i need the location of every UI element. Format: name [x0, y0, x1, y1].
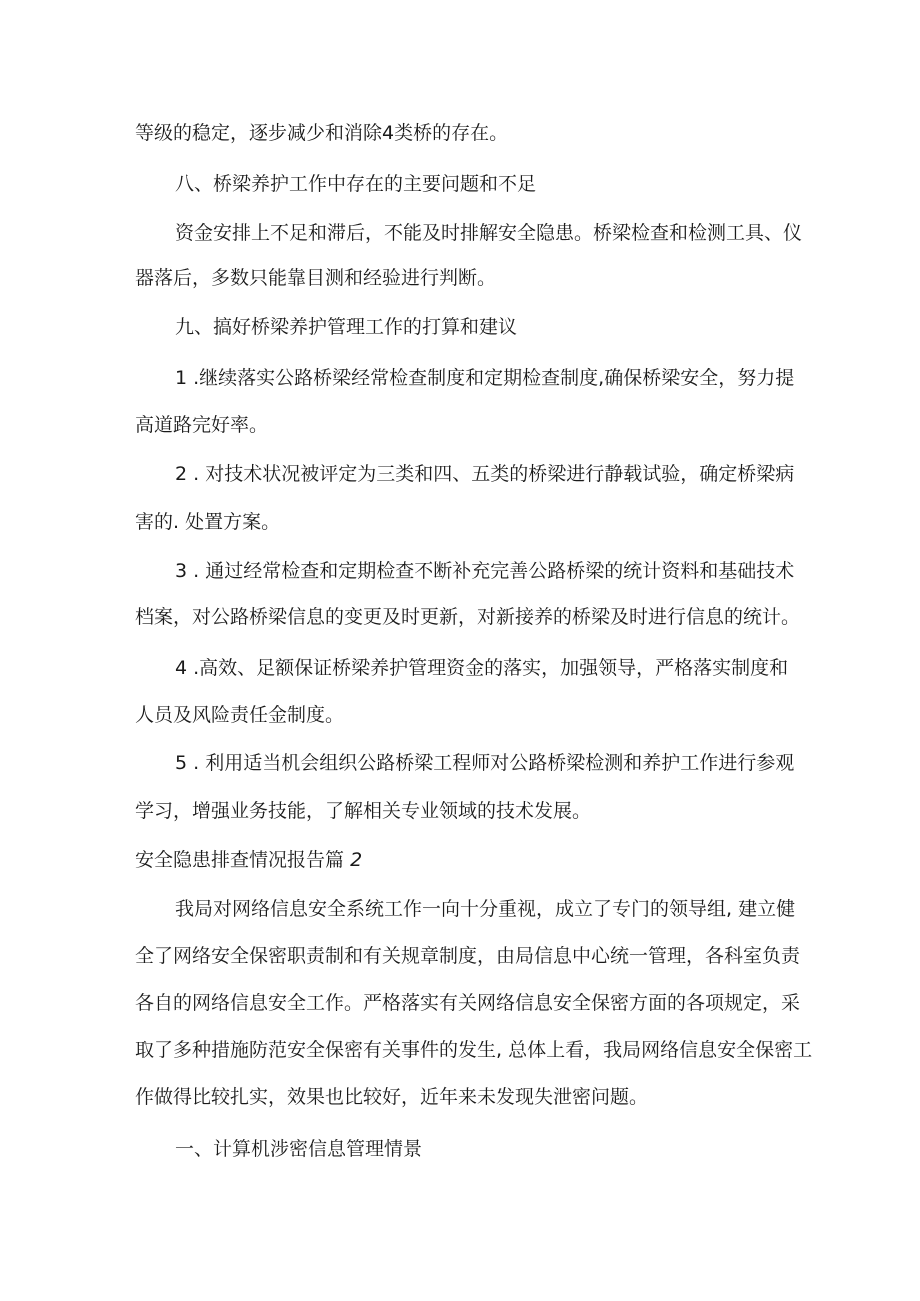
section-heading-8: 八、桥梁养护工作中存在的主要问题和不足 — [175, 173, 537, 195]
body-line: 资金安排上不足和滞后，不能及时排解安全隐患。桥梁检查和检测工具、仪 — [175, 222, 803, 244]
list-item-1: 1 .继续落实公路桥梁经常检查制度和定期检查制度,确保桥梁安全，努力提 — [175, 367, 795, 389]
list-item-4: 4 .高效、足额保证桥梁养护管理资金的落实，加强领导，严格落实制度和 — [175, 657, 789, 679]
body-line: 各自的网络信息安全工作。严格落实有关网络信息安全保密方面的各项规定，采 — [135, 992, 801, 1014]
list-item-3: 3 . 通过经常检查和定期检查不断补充完善公路桥梁的统计资料和基础技术 — [175, 560, 795, 582]
body-line: 器落后，多数只能靠目测和经验进行判断。 — [135, 267, 497, 289]
body-line: 取了多种措施防范安全保密有关事件的发生, 总体上看，我局网络信息安全保密工 — [135, 1039, 813, 1061]
body-line: 全了网络安全保密职责制和有关规章制度，由局信息中心统一管理，各科室负责 — [135, 945, 801, 967]
body-line: 我局对网络信息安全系统工作一向十分重视，成立了专门的领导组, 建立健 — [175, 898, 796, 920]
list-item-2: 2 . 对技术状况被评定为三类和四、五类的桥梁进行静载试验，确定桥梁病 — [175, 463, 795, 485]
body-line: 等级的稳定，逐步减少和消除4类桥的存在。 — [135, 122, 509, 144]
body-line: 档案，对公路桥梁信息的变更及时更新，对新接养的桥梁及时进行信息的统计。 — [135, 606, 801, 628]
body-line: 害的. 处置方案。 — [135, 511, 281, 533]
section-heading-1: 一、计算机涉密信息管理情景 — [175, 1138, 423, 1160]
report-title-number: 2 — [350, 849, 363, 871]
report-title — [135, 848, 362, 872]
report-title-text: 安全隐患排查情况报告篇 — [135, 849, 345, 871]
section-heading-9: 九、搞好桥梁养护管理工作的打算和建议 — [175, 316, 518, 338]
body-line: 学习，增强业务技能，了解相关专业领域的技术发展。 — [135, 800, 592, 822]
body-line: 作做得比较扎实，效果也比较好，近年来未发现失泄密问题。 — [135, 1086, 649, 1108]
body-line: 高道路完好率。 — [135, 414, 269, 436]
body-line: 人员及风险责任金制度。 — [135, 704, 345, 726]
list-item-5: 5 . 利用适当机会组织公路桥梁工程师对公路桥梁检测和养护工作进行参观 — [175, 752, 795, 774]
